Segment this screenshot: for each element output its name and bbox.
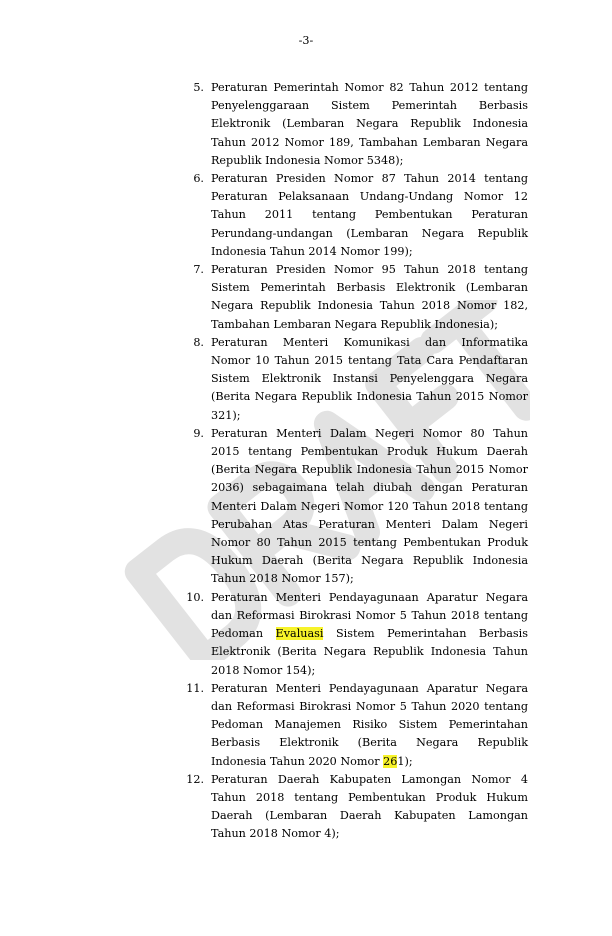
highlighted-text: 26 bbox=[383, 754, 398, 768]
list-item-line: Pedoman Manajemen Risiko Sistem Pemerintahan bbox=[211, 718, 528, 732]
list-item bbox=[176, 170, 528, 261]
list-item-number: 6. bbox=[193, 172, 204, 186]
list-item-number: 8. bbox=[193, 335, 204, 349]
list-item-line: Hukum Daerah (Berita Negara Republik Indonesia bbox=[211, 554, 528, 568]
list-item-line: (Berita Negara Republik Indonesia Tahun 2015 Nomor bbox=[211, 463, 528, 477]
list-item-line bbox=[211, 625, 528, 643]
list-item-line: dan Reformasi Birokrasi Nomor 5 Tahun 2018 tentang bbox=[211, 608, 528, 622]
list-item-line: 2018 Nomor 154); bbox=[211, 663, 316, 677]
list-item-line: Tahun 2012 Nomor 189, Tambahan Lembaran Negara bbox=[211, 135, 528, 149]
list-item-line: Peraturan Menteri Pendayagunaan Aparatur Negara bbox=[211, 590, 528, 604]
list-item-line: Peraturan Pelaksanaan Undang-Undang Nomor 12 bbox=[211, 190, 528, 204]
list-item bbox=[176, 589, 528, 680]
list-item-line: Peraturan Menteri Pendayagunaan Aparatur Negara bbox=[211, 681, 528, 695]
list-item-line: Tahun 2018 Nomor 157); bbox=[211, 572, 354, 586]
list-item-line: Elektronik (Lembaran Negara Republik Indonesia bbox=[211, 117, 528, 131]
line-text: 1); bbox=[397, 754, 413, 768]
list-item-line: Indonesia Tahun 2014 Nomor 199); bbox=[211, 244, 413, 258]
list-item-line: 2015 tentang Pembentukan Produk Hukum Daerah bbox=[211, 445, 528, 459]
list-item bbox=[176, 425, 528, 589]
list-item-line: Menteri Dalam Negeri Nomor 120 Tahun 2018 tentang bbox=[211, 499, 528, 513]
list-item-line: (Berita Negara Republik Indonesia Tahun 2015 Nomor bbox=[211, 390, 528, 404]
list-item-line: Perundang-undangan (Lembaran Negara Republik bbox=[211, 226, 528, 240]
list-item-line: Daerah (Lembaran Daerah Kabupaten Lamongan bbox=[211, 809, 528, 823]
list-item-number: 9. bbox=[193, 426, 204, 440]
list-item-line: Nomor 80 Tahun 2015 tentang Pembentukan Produk bbox=[211, 536, 528, 550]
list-item-number: 7. bbox=[193, 263, 204, 277]
list-item-line: Peraturan Presiden Nomor 95 Tahun 2018 tentang bbox=[211, 263, 528, 277]
list-item-line bbox=[211, 753, 528, 771]
list-item-line: Nomor 10 Tahun 2015 tentang Tata Cara Pendaftaran bbox=[211, 354, 528, 368]
line-text: Pedoman bbox=[211, 627, 276, 641]
list-item bbox=[176, 680, 528, 771]
list-item-number: 12. bbox=[186, 772, 204, 786]
list-item-line: Sistem Elektronik Instansi Penyelenggara Negara bbox=[211, 372, 528, 386]
list-item-line: Perubahan Atas Peraturan Menteri Dalam Negeri bbox=[211, 517, 528, 531]
list-item-line: Peraturan Presiden Nomor 87 Tahun 2014 tentang bbox=[211, 172, 528, 186]
list-item-number: 10. bbox=[186, 590, 204, 604]
list-item bbox=[176, 261, 528, 334]
list-item-line: dan Reformasi Birokrasi Nomor 5 Tahun 2020 tentang bbox=[211, 699, 528, 713]
list-item-number: 11. bbox=[186, 681, 204, 695]
list-item-number: 5. bbox=[193, 81, 204, 94]
line-text: Sistem Pemerintahan Berbasis bbox=[323, 627, 528, 641]
list-item-line: Peraturan Pemerintah Nomor 82 Tahun 2012 tentang bbox=[211, 81, 528, 94]
page-number: -3- bbox=[298, 34, 314, 47]
list-item-line: 2036) sebagaimana telah diubah dengan Peraturan bbox=[211, 481, 528, 495]
list-item-line: Penyelenggaraan Sistem Pemerintah Berbasis bbox=[211, 99, 528, 113]
list-item-line: 321); bbox=[211, 408, 241, 422]
list-item-line: Tahun 2018 tentang Pembentukan Produk Hukum bbox=[211, 790, 528, 804]
list-item-line: Berbasis Elektronik (Berita Negara Republik bbox=[211, 736, 528, 750]
list-item bbox=[176, 771, 528, 844]
list-item bbox=[176, 79, 528, 170]
line-text: Indonesia Tahun 2020 Nomor bbox=[211, 754, 384, 768]
list-item-line: Tambahan Lembaran Negara Republik Indonesia); bbox=[211, 317, 498, 331]
list-item-line: Negara Republik Indonesia Tahun 2018 Nomor 182, bbox=[211, 299, 528, 313]
list-item-line: Tahun 2011 tentang Pembentukan Peraturan bbox=[211, 208, 528, 222]
list-item-line: Tahun 2018 Nomor 4); bbox=[211, 827, 340, 841]
list-item-line: Peraturan Menteri Komunikasi dan Informatika bbox=[211, 335, 528, 349]
highlighted-text: Evaluasi bbox=[275, 627, 324, 641]
list-item-line: Republik Indonesia Nomor 5348); bbox=[211, 153, 404, 167]
list-item-line: Elektronik (Berita Negara Republik Indonesia Tahun bbox=[211, 645, 528, 659]
list-item-line: Peraturan Daerah Kabupaten Lamongan Nomor 4 bbox=[211, 772, 528, 786]
list-item-line: Sistem Pemerintah Berbasis Elektronik (Lembaran bbox=[211, 281, 528, 295]
regulation-list bbox=[176, 79, 528, 844]
list-item-line: Peraturan Menteri Dalam Negeri Nomor 80 Tahun bbox=[211, 426, 528, 440]
list-item bbox=[176, 334, 528, 425]
